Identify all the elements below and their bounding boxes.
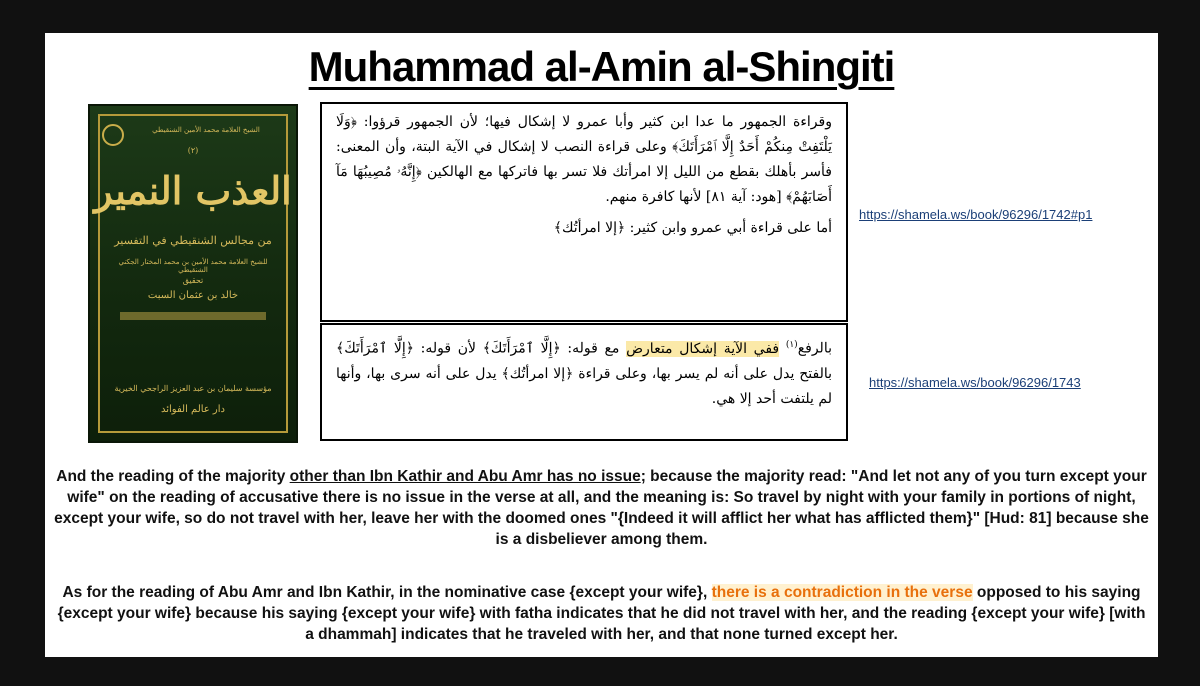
english-translation-1 xyxy=(53,466,1150,550)
book-cover-image xyxy=(88,104,298,443)
footnote-marker: (١) xyxy=(785,340,798,350)
cover-title: العذب النمير xyxy=(94,168,292,213)
cover-edit-label: تحقيق xyxy=(182,276,204,285)
arabic-before-text: بالرفع xyxy=(797,340,832,357)
cover-publisher-logo: دار عالم الفوائد xyxy=(161,404,225,415)
source-link-2[interactable]: https://shamela.ws/book/96296/1743 xyxy=(869,375,1081,390)
arabic-paragraph-2 xyxy=(336,333,832,412)
arabic-last-line: أما على قراءة أبي عمرو وابن كثير: ﴿إلا امرأتُك﴾ xyxy=(553,220,832,236)
arabic-after-text: مع قوله: ﴿إِلَّا ٱمْرَأَتَكَ﴾ لأن قوله: ﴿إِلَّا ٱمْرَأَتَكَ﴾ بالفتح يدل على أنه لم يسر بها، وعلى قراءة ﴿إلا امرأتُك﴾ يدل على أنه سرى بها، وأنها لم يلتفت أحد إلا هي. xyxy=(336,340,832,407)
slide xyxy=(45,33,1158,657)
arabic-paragraph: وقراءة الجمهور ما عدا ابن كثير وأبا عمرو لا إشكال فيها؛ لأن الجمهور قرؤوا: ﴿وَلَا يَلْتَفِتْ مِنكُمْ أَحَدٌ إِلَّا ٱمْرَأَتَكَ﴾ وعلى قراءة النصب لا إشكال في الآية البتة، وأن المعنى: فأسر بأهلك بقطع من الليل إلا امرأتك فلا تسر بها فاتركها مع الهالكين ﴿إِنَّهُۥ مُصِيبُهَا مَآ أَصَابَهُمْ﴾ [هود: آية ٨١] لأنها كافرة منهم. xyxy=(336,114,832,205)
arabic-highlight: ففي الآية إشكال متعارض xyxy=(626,340,780,357)
english1-part1: And the reading of the majority xyxy=(56,468,290,485)
english2-part2: opposed to his saying {except your wife} because his saying {except your wife} with fatha indicates that he did not travel with her, and the reading {except your wife} [with a dhammah] indicates that he traveled with her, and that none turned except her. xyxy=(57,584,1146,643)
cover-volume-number: (٢) xyxy=(187,146,199,155)
cover-editor: خالد بن عثمان السبت xyxy=(147,290,239,301)
english-translation-2 xyxy=(53,582,1150,645)
cover-publisher: مؤسسة سليمان بن عبد العزيز الراجحي الخيرية xyxy=(114,384,272,393)
english2-highlighted: there is a contradiction in the verse xyxy=(711,584,973,601)
cover-author: للشيخ العلامة محمد الأمين بن محمد المختار الجكني الشنقيطي xyxy=(118,258,268,274)
cover-subtitle: من مجالس الشنقيطي في التفسير xyxy=(114,234,272,247)
english2-part1: As for the reading of Abu Amr and Ibn Kathir, in the nominative case {except your wife}, xyxy=(62,584,712,601)
english1-underlined: other than Ibn Kathir and Abu Amr has no issue xyxy=(289,468,641,485)
cover-emblem-icon xyxy=(102,124,124,146)
arabic-excerpt-box-1 xyxy=(320,102,848,322)
cover-top-text: الشيخ العلامة محمد الأمين الشنقيطي xyxy=(152,126,260,134)
slide-title: Muhammad al-Amin al-Shingiti xyxy=(308,43,895,90)
english1-part2: ; because the majority read: "And let not any of you turn except your wife" on the reading of accusative there is no issue in the verse at all, and the meaning is: So travel by night with your family in portions of night, except your wife, so do not travel with her, leave her with the doomed ones "{Indeed it will afflict her what has afflicted them}" [Hud: 81] because she is a disbeliever among them. xyxy=(54,468,1149,548)
cover-ornament xyxy=(120,312,266,320)
source-link-1[interactable]: https://shamela.ws/book/96296/1742#p1 xyxy=(859,207,1093,222)
arabic-excerpt-box-2 xyxy=(320,323,848,441)
